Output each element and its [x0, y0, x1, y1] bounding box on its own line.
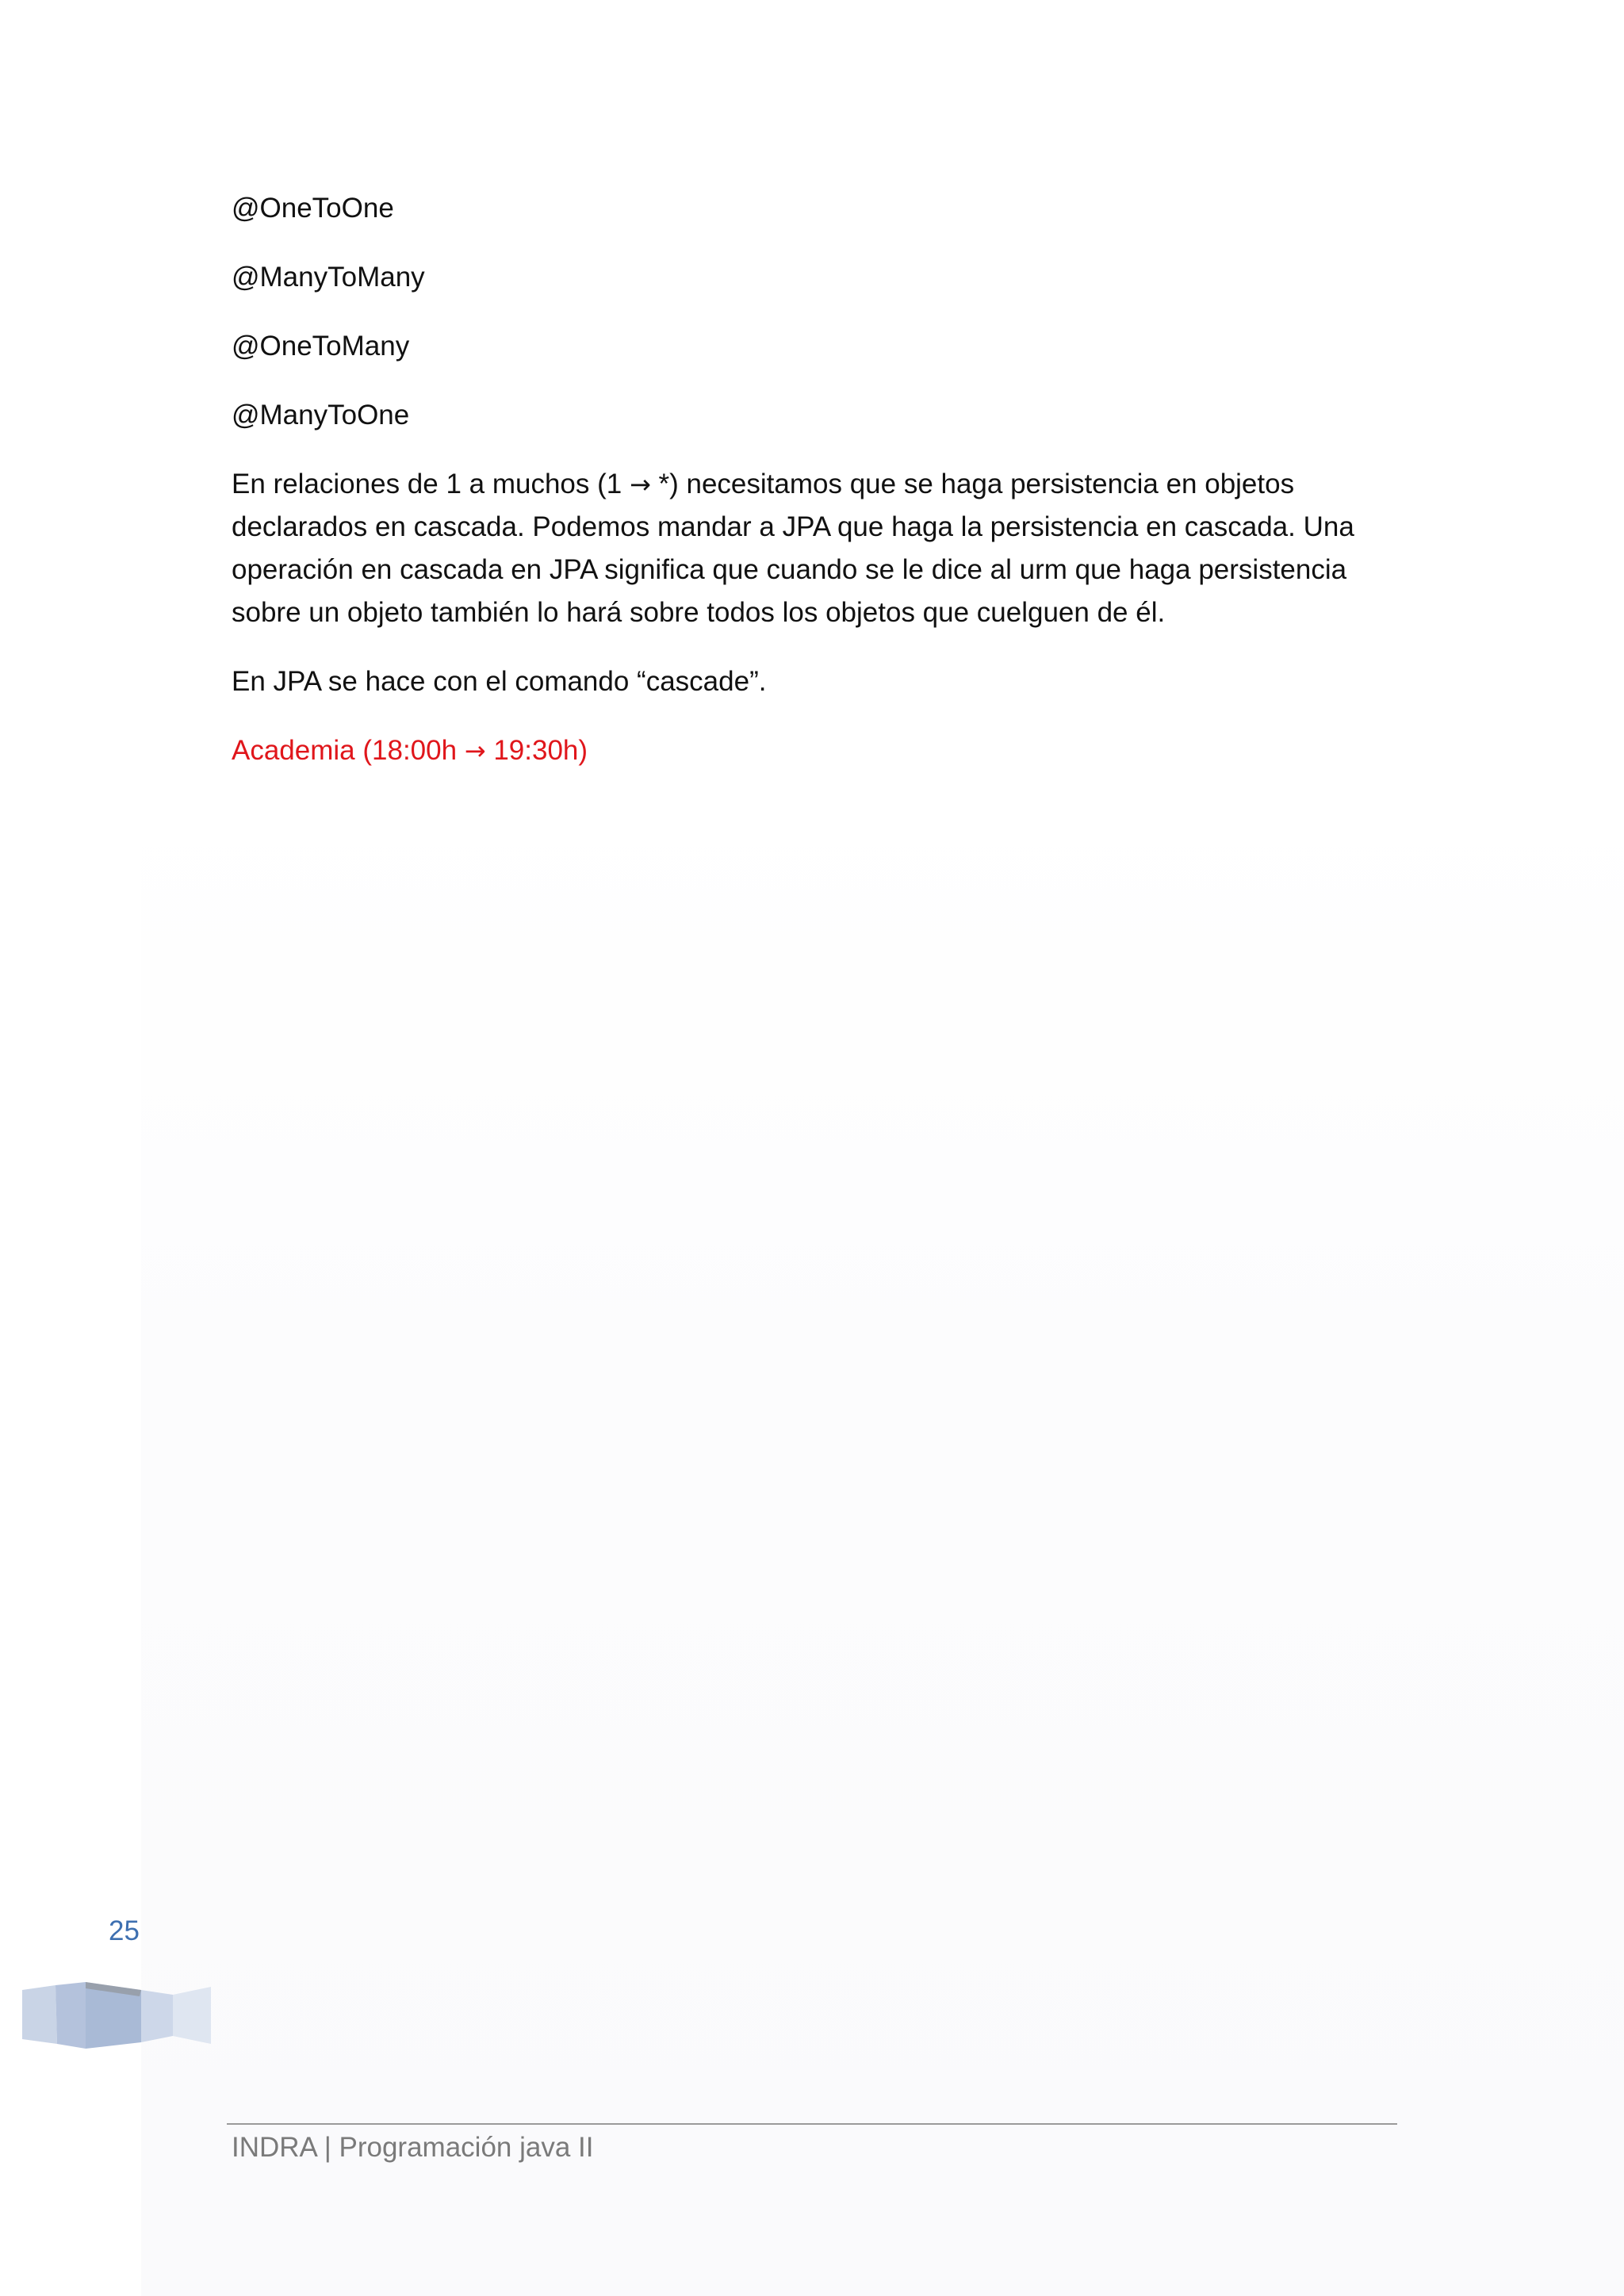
- annotation-many-to-many: @ManyToMany: [232, 262, 425, 293]
- footer-divider: [227, 2123, 1397, 2125]
- cascade-command-paragraph: En JPA se hace con el comando “cascade”.: [232, 666, 767, 697]
- page-side-decoration-icon: [22, 1982, 211, 2049]
- paragraph-text-start: En relaciones de 1 a muchos (1: [232, 469, 630, 499]
- right-arrow-icon: →: [629, 469, 651, 499]
- annotation-many-to-one: @ManyToOne: [232, 400, 410, 430]
- academia-text-end: 19:30h): [485, 735, 588, 766]
- annotation-one-to-many: @OneToMany: [232, 331, 410, 362]
- right-arrow-icon: →: [464, 736, 486, 766]
- academia-schedule-line: [232, 729, 1402, 772]
- page-number: 25: [109, 1915, 140, 1946]
- page-content: [232, 187, 1402, 798]
- page-background-shade: [141, 793, 1624, 2296]
- cascade-explanation-paragraph: [232, 463, 1402, 634]
- annotation-one-to-one: @OneToOne: [232, 193, 394, 224]
- paragraph-text-rest: *) necesitamos que se haga persistencia en objetos declarados en cascada. Podemos mandar a JPA que haga la persistencia en cascada. Una operación en cascada en JPA significa que cuando se le dice al urm que haga persistencia sobre un objeto también lo hará sobre todos los objetos que cuelguen de él.: [232, 469, 1354, 628]
- footer-title: INDRA | Programación java II: [232, 2132, 594, 2163]
- academia-text-start: Academia (18:00h: [232, 735, 465, 766]
